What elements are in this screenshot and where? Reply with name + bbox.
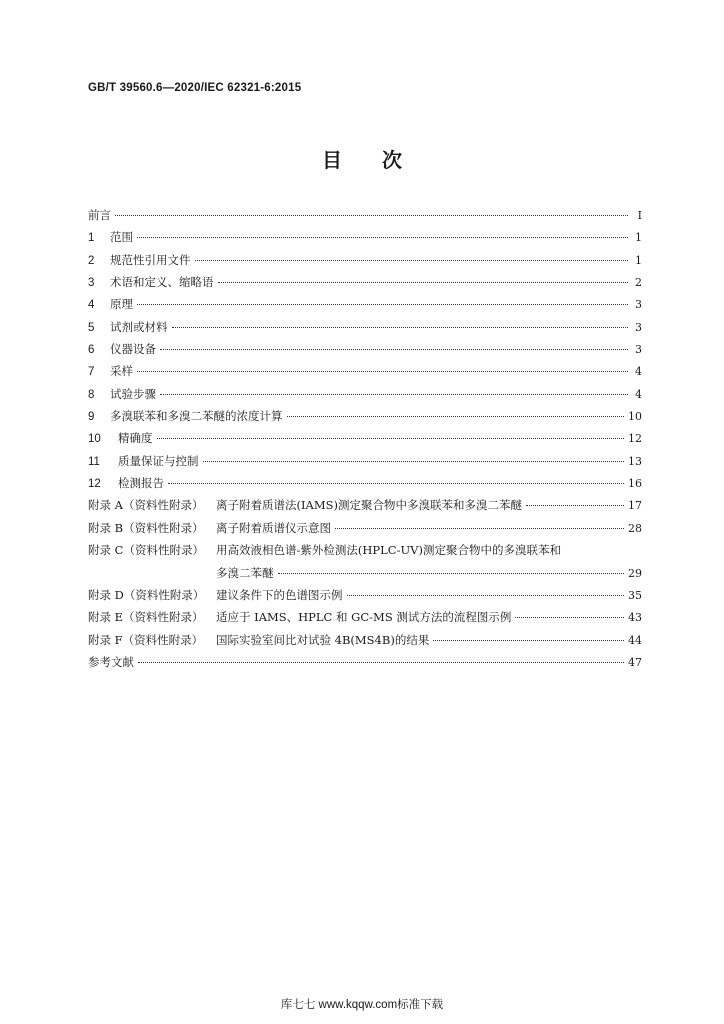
toc-appendix-title (88, 494, 522, 516)
toc-entry-label: 精确度 (118, 431, 153, 446)
toc-entry-appendix-c-continued[interactable] (88, 562, 642, 584)
toc-appendix-title (88, 629, 429, 651)
toc-leader-dots (203, 460, 625, 462)
toc-page-number: 29 (628, 566, 642, 580)
toc-leader-dots (160, 393, 628, 395)
toc-entry-section-1[interactable] (88, 226, 642, 248)
toc-section-number: 1 (88, 232, 95, 245)
toc-leader-dots (218, 281, 629, 283)
toc-entry-label: 仪器设备 (110, 342, 156, 357)
toc-leader-dots (138, 661, 624, 663)
toc-entry-label: 参考文献 (88, 654, 134, 669)
toc-entry-label: 范围 (110, 230, 133, 245)
toc-page-number: 12 (628, 432, 642, 446)
toc-leader-dots (137, 303, 628, 305)
toc-leader-dots (172, 326, 629, 328)
toc-leader-dots (347, 594, 625, 596)
toc-leader-dots (115, 214, 628, 216)
toc-section-number: 3 (88, 277, 95, 290)
toc-appendix-prefix: 附录 A（资料性附录） (88, 498, 204, 513)
toc-leader-dots (160, 348, 628, 350)
toc-section-number: 2 (88, 254, 95, 267)
toc-appendix-prefix: 附录 C（资料性附录） (88, 543, 204, 558)
toc-leader-dots (168, 482, 624, 484)
toc-page-number: 3 (635, 298, 642, 312)
toc-page-number: 16 (628, 477, 642, 491)
toc-leader-dots (515, 616, 624, 618)
toc-entry-label: 术语和定义、缩略语 (110, 275, 214, 290)
toc-appendix-prefix: 附录 E（资料性附录） (88, 610, 204, 625)
toc-page-number: 1 (635, 253, 642, 267)
toc-leader-dots (137, 236, 628, 238)
toc-leader-dots (157, 437, 625, 439)
toc-entry-section-6[interactable] (88, 338, 642, 360)
toc-appendix-title (88, 517, 331, 539)
toc-page-number: 1 (635, 231, 642, 245)
toc-leader-dots (278, 572, 625, 574)
toc-appendix-prefix: 附录 F（资料性附录） (88, 632, 204, 647)
toc-leader-dots (335, 527, 624, 529)
toc-page-number: 2 (635, 276, 642, 290)
toc-appendix-prefix: 附录 D（资料性附录） (88, 587, 205, 602)
toc-entry-foreword[interactable] (88, 204, 642, 226)
toc-entry-section-4[interactable] (88, 293, 642, 315)
toc-entry-label: 多溴联苯和多溴二苯醚的浓度计算 (110, 409, 283, 424)
toc-appendix-prefix: 附录 B（资料性附录） (88, 520, 204, 535)
toc-section-number: 10 (88, 433, 101, 446)
toc-page-number: 17 (628, 499, 642, 513)
toc-section-number: 9 (88, 411, 95, 424)
toc-entry-appendix-c[interactable] (88, 539, 642, 561)
toc-page-number: 10 (628, 410, 642, 424)
toc-entry-appendix-d[interactable] (88, 584, 642, 606)
toc-entry-label: 规范性引用文件 (110, 252, 191, 267)
toc-page-number: 3 (635, 320, 642, 334)
toc-entry-label: 质量保证与控制 (118, 453, 199, 468)
toc-leader-dots (195, 259, 629, 261)
toc-page-number: 47 (628, 655, 642, 669)
toc-entry-label: 试剂或材料 (110, 319, 168, 334)
toc-entry-label: 离子附着质谱法(IAMS)测定聚合物中多溴联苯和多溴二苯醚 (216, 498, 522, 513)
footer-watermark: 库七七 www.kqqw.com标准下载 (280, 999, 444, 1011)
toc-entry-appendix-b[interactable] (88, 517, 642, 539)
toc-page-number: 28 (628, 521, 642, 535)
toc-entry-label: 前言 (88, 208, 111, 222)
toc-entry-label: 试验步骤 (110, 386, 156, 401)
toc-page-number: 43 (628, 611, 642, 625)
page-title: 目次 (322, 148, 442, 172)
toc-page-number: 3 (635, 343, 642, 357)
toc-entry-label: 国际实验室间比对试验 4B(MS4B)的结果 (216, 632, 430, 647)
toc-section-number: 12 (88, 478, 101, 491)
toc-entry-label: 用高效液相色谱-紫外检测法(HPLC-UV)测定聚合物中的多溴联苯和 (216, 543, 561, 558)
toc-entry-appendix-f[interactable] (88, 629, 642, 651)
toc-entry-section-12[interactable] (88, 472, 642, 494)
toc-section-number: 8 (88, 388, 95, 401)
toc-leader-dots (287, 415, 625, 417)
toc-entry-label: 建议条件下的色谱图示例 (216, 587, 343, 602)
standard-code: GB/T 39560.6—2020/IEC 62321-6:2015 (88, 82, 302, 94)
toc-entry-label: 离子附着质谱仪示意图 (216, 520, 331, 535)
toc-leader-dots (526, 504, 624, 506)
toc-entry-section-7[interactable] (88, 360, 642, 382)
toc-page-number: Ⅰ (637, 209, 642, 222)
toc-entry-section-10[interactable] (88, 427, 642, 449)
table-of-contents (88, 204, 642, 673)
toc-entry-label: 检测报告 (118, 476, 164, 491)
toc-page-number: 4 (635, 387, 642, 401)
toc-leader-dots (433, 639, 624, 641)
toc-appendix-title (88, 606, 511, 628)
toc-page-number: 13 (628, 454, 642, 468)
toc-section-number: 5 (88, 321, 95, 334)
toc-appendix-title (88, 539, 561, 561)
toc-page-number: 4 (635, 365, 642, 379)
toc-entry-section-11[interactable] (88, 450, 642, 472)
toc-entry-label-continued: 多溴二苯醚 (216, 565, 274, 580)
toc-section-number: 6 (88, 344, 95, 357)
toc-entry-references[interactable] (88, 651, 642, 673)
toc-section-number: 4 (88, 299, 95, 312)
toc-entry-section-8[interactable] (88, 383, 642, 405)
toc-section-number: 7 (88, 366, 95, 379)
toc-entry-label: 原理 (110, 297, 133, 312)
toc-leader-dots (137, 370, 628, 372)
toc-section-number: 11 (88, 455, 100, 468)
toc-entry-label: 采样 (110, 364, 133, 379)
toc-entry-section-5[interactable] (88, 316, 642, 338)
toc-entry-appendix-a[interactable] (88, 494, 642, 516)
toc-page-number: 44 (628, 633, 642, 647)
toc-entry-label: 适应于 IAMS、HPLC 和 GC-MS 测试方法的流程图示例 (216, 610, 512, 625)
toc-page-number: 35 (628, 588, 642, 602)
toc-entry-appendix-e[interactable] (88, 606, 642, 628)
toc-entry-section-2[interactable] (88, 249, 642, 271)
toc-entry-section-9[interactable] (88, 405, 642, 427)
toc-entry-section-3[interactable] (88, 271, 642, 293)
toc-appendix-title (88, 584, 343, 606)
